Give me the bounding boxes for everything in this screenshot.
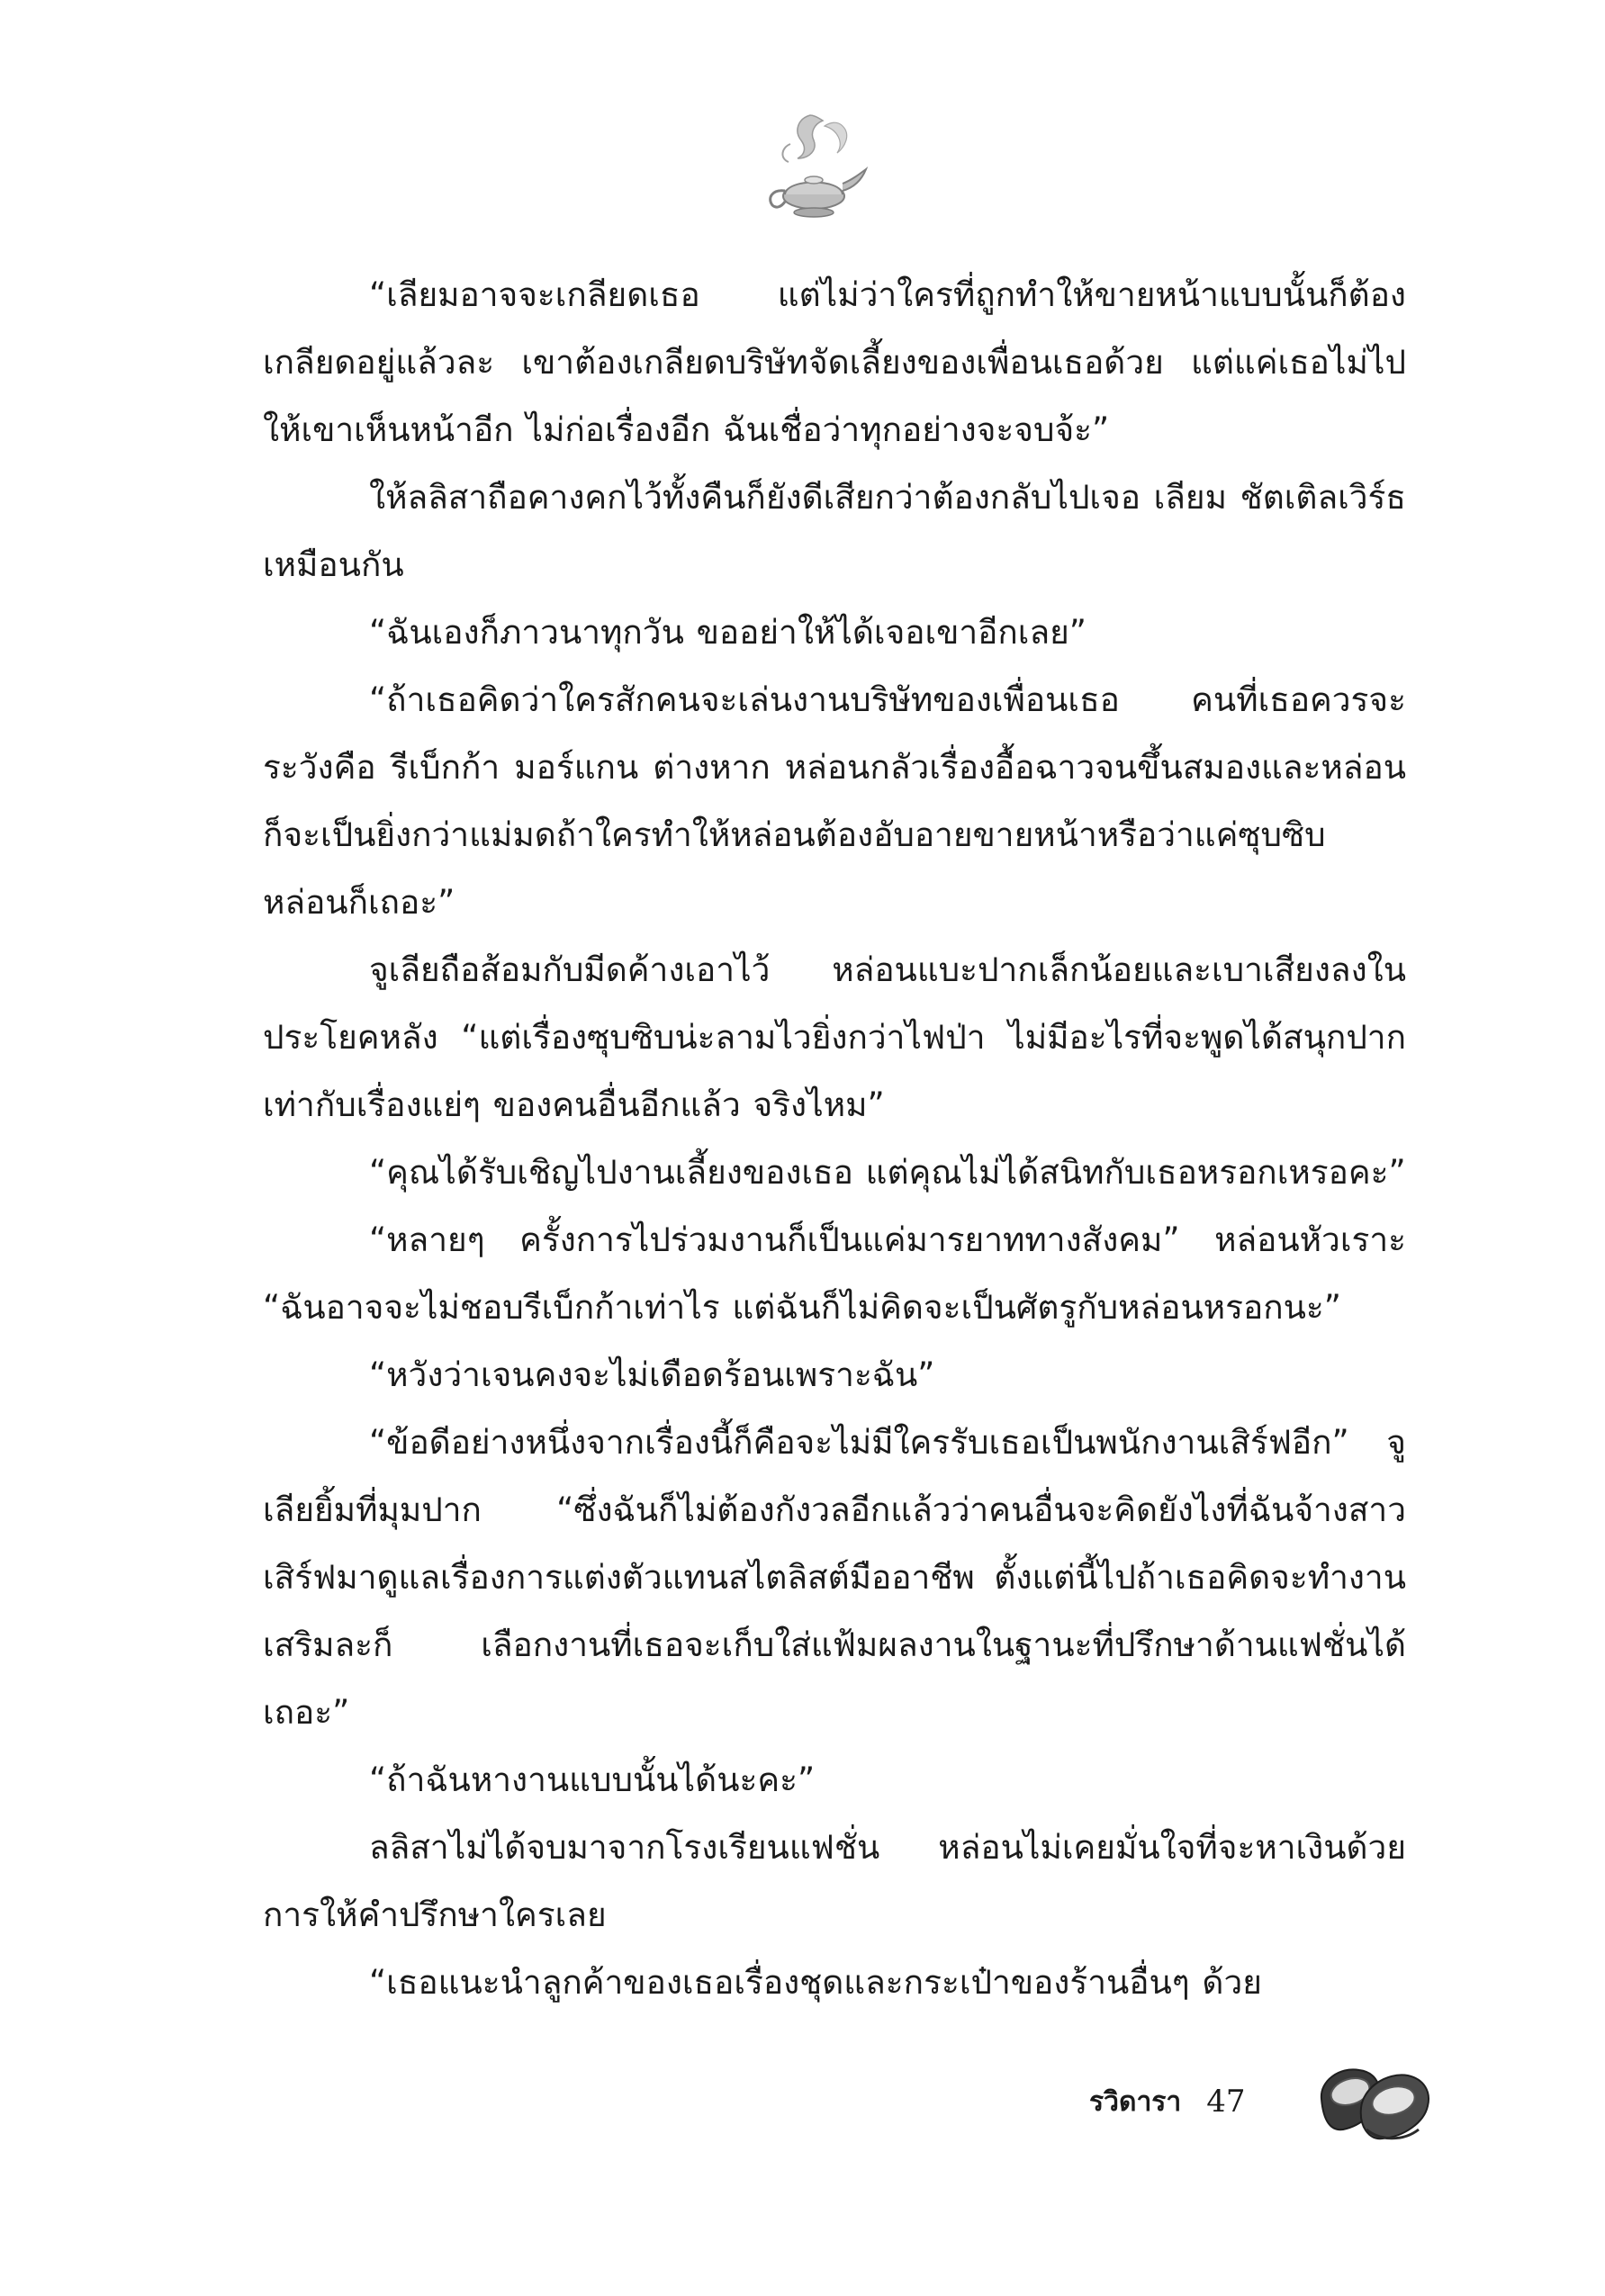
page-footer bbox=[1089, 2070, 1246, 2133]
body-text bbox=[263, 261, 1406, 2016]
paragraph: “ข้อดีอย่างหนึ่งจากเรื่องนี้ก็คือจะไม่มีใครรับเธอเป็นพนักงานเสิร์ฟอีก” จูเลียยิ้มที่มุมปาก “ซึ่งฉันก็ไม่ต้องกังวลอีกแล้วว่าคนอื่นจะคิดยังไงที่ฉันจ้างสาวเสิร์ฟมาดูแลเรื่องการแต่งตัวแทนสไตลิสต์มืออาชีพ ตั้งแต่นี้ไปถ้าเธอคิดจะทำงานเสริมละก็ เลือกงานที่เธอจะเก็บใส่แฟ้มผลงานในฐานะที่ปรึกษาด้านแฟชั่นได้เถอะ” bbox=[263, 1423, 1406, 1732]
paragraph: “คุณได้รับเชิญไปงานเลี้ยงของเธอ แต่คุณไม่ได้สนิทกับเธอหรอกเหรอคะ” bbox=[369, 1153, 1406, 1192]
paragraph: “หลายๆ ครั้งการไปร่วมงานก็เป็นแค่มารยาททางสังคม” หล่อนหัวเราะ “ฉันอาจจะไม่ชอบรีเบ็กก้าเท่าไร แต่ฉันก็ไม่คิดจะเป็นศัตรูกับหล่อนหรอกนะ” bbox=[263, 1220, 1406, 1327]
paragraph: ให้ลลิสาถือคางคกไว้ทั้งคืนก็ยังดีเสียกว่าต้องกลับไปเจอ เลียม ชัตเติลเวิร์ธ เหมือนกัน bbox=[263, 478, 1406, 584]
teapot-lamp-icon bbox=[754, 108, 871, 225]
paragraph: “เธอแนะนำลูกค้าของเธอเรื่องชุดและกระเป๋าของร้านอื่นๆ ด้วย bbox=[369, 1963, 1262, 2002]
page-number: 47 bbox=[1206, 2084, 1246, 2120]
paragraph: “ถ้าเธอคิดว่าใครสักคนจะเล่นงานบริษัทของเพื่อนเธอ คนที่เธอควรจะระวังคือ รีเบ็กก้า มอร์แกน ต่างหาก หล่อนกลัวเรื่องอื้อฉาวจนขึ้นสมองและหล่อนก็จะเป็นยิ่งกว่าแม่มดถ้าใครทำให้หล่อนต้องอับอายขายหน้าหรือว่าแค่ซุบซิบหล่อนก็เถอะ” bbox=[263, 680, 1406, 922]
paragraph: “ฉันเองก็ภาวนาทุกวัน ขออย่าให้ได้เจอเขาอีกเลย” bbox=[369, 613, 1087, 652]
paragraph: ลลิสาไม่ได้จบมาจากโรงเรียนแฟชั่น หล่อนไม่เคยมั่นใจที่จะหาเงินด้วยการให้คำปรึกษาใครเลย bbox=[263, 1828, 1406, 1934]
paragraph: “เลียมอาจจะเกลียดเธอ แต่ไม่ว่าใครที่ถูกทำให้ขายหน้าแบบนั้นก็ต้องเกลียดอยู่แล้วละ เขาต้องเกลียดบริษัทจัดเลี้ยงของเพื่อนเธอด้วย แต่แค่เธอไม่ไปให้เขาเห็นหน้าอีก ไม่ก่อเรื่องอีก ฉันเชื่อว่าทุกอย่างจะจบจ้ะ” bbox=[263, 275, 1406, 449]
paragraph: จูเลียถือส้อมกับมีดค้างเอาไว้ หล่อนแบะปากเล็กน้อยและเบาเสียงลงในประโยคหลัง “แต่เรื่องซุบซิบน่ะลามไวยิ่งกว่าไฟป่า ไม่มีอะไรที่จะพูดได้สนุกปากเท่ากับเรื่องแย่ๆ ของคนอื่นอีกแล้ว จริงไหม” bbox=[263, 950, 1406, 1124]
paragraph: “หวังว่าเจนคงจะไม่เดือดร้อนเพราะฉัน” bbox=[369, 1355, 935, 1394]
paragraph: “ถ้าฉันหางานแบบนั้นได้นะคะ” bbox=[369, 1760, 816, 1799]
ballet-flats-icon bbox=[1303, 2036, 1438, 2153]
footer-author: รวิดารา bbox=[1089, 2085, 1182, 2118]
